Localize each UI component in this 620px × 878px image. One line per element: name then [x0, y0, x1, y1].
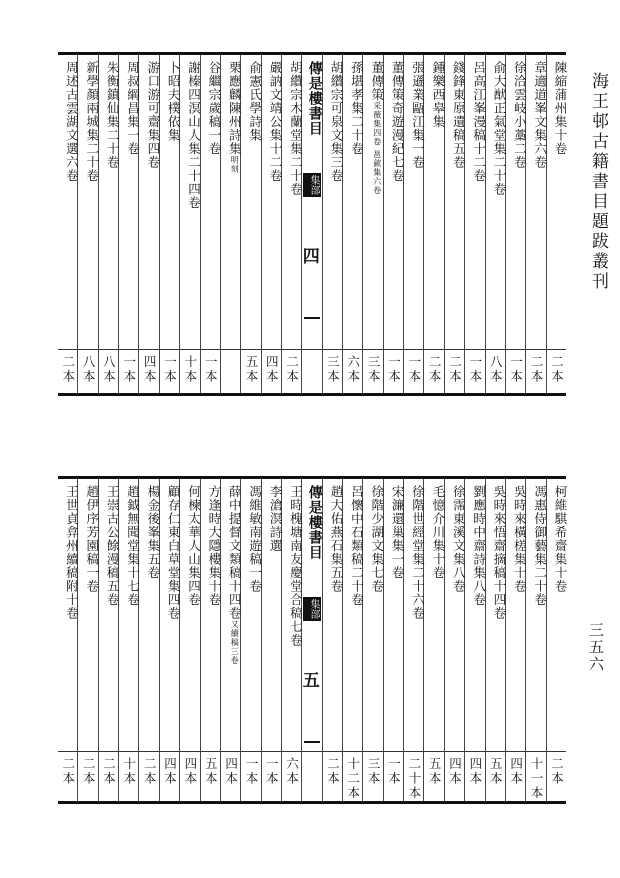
book-title: 呂高江峯漫稿十二卷: [471, 61, 487, 183]
volume-count: 三本: [366, 355, 382, 384]
book-title: 鍾樂西皋集: [430, 61, 446, 129]
volume-count: 二本: [549, 355, 565, 384]
entry-columns: [58, 479, 566, 801]
volume-count: 二十本: [406, 757, 422, 801]
volume-count: 四本: [467, 757, 483, 786]
book-entry: [200, 479, 220, 801]
book-title: 董傳策采薇集四卷 邕歈集六卷: [369, 61, 385, 196]
page-number: 三五六: [587, 622, 605, 673]
book-entry: [159, 55, 182, 393]
book-title: 周述古雲湖文選六卷: [64, 61, 80, 183]
volume-count: 二本: [142, 757, 158, 786]
volume-count: 一本: [243, 757, 259, 786]
book-entry: [261, 479, 281, 801]
book-entry: [179, 55, 202, 393]
book-entry: [403, 55, 426, 393]
volume-count: 五本: [427, 757, 443, 786]
book-title: 毛憶介川集十卷: [430, 485, 446, 580]
catalog-title: 傳是樓書目: [306, 485, 323, 560]
book-title: 錢鋒東原遺稿五卷: [451, 61, 467, 169]
book-entry: [546, 55, 566, 393]
entry-columns: [58, 55, 566, 393]
volume-count: 一本: [406, 355, 422, 384]
book-entry: [118, 55, 141, 393]
volume-count: 十二本: [345, 757, 361, 801]
volume-rule: [304, 317, 320, 319]
book-entry: [261, 55, 281, 393]
book-title: 趙伊序芳園稿一卷: [84, 485, 100, 593]
volume-count: 一本: [508, 355, 524, 384]
book-entry: [464, 479, 487, 801]
book-entry: [383, 55, 406, 393]
volume-count: 一本: [467, 355, 483, 384]
volume-count: 二本: [427, 355, 443, 384]
book-title: 孫堪孝集二十卷: [349, 61, 365, 156]
volume-count: 五本: [203, 757, 219, 786]
book-entry: [138, 479, 161, 801]
volume-count: 二本: [81, 757, 97, 786]
book-title: 卜昭夫樸依集: [166, 61, 182, 142]
book-entry: [138, 55, 161, 393]
volume-number: 四: [298, 247, 319, 264]
book-title: 俞大猷正氣堂集二十卷: [491, 61, 507, 196]
volume-count: 四本: [182, 757, 198, 786]
edition-note: 采薇集四卷 邕歈集六卷: [372, 101, 382, 196]
book-entry: [505, 479, 528, 801]
catalog-header-column: [298, 55, 323, 393]
volume-count: 二本: [284, 355, 300, 384]
volume-count: 四本: [223, 757, 239, 786]
volume-count: 一本: [264, 757, 280, 786]
volume-count: 四本: [162, 757, 178, 786]
book-entry: [200, 55, 220, 393]
book-title: 呂懷中石類稿二十卷: [349, 485, 365, 607]
volume-count: 八本: [101, 355, 117, 384]
book-entry: [444, 55, 467, 393]
book-entry: [77, 55, 100, 393]
volume-count: 六本: [345, 355, 361, 384]
volume-count: 二本: [325, 757, 341, 786]
volume-rule: [304, 741, 320, 743]
volume-number: 五: [298, 671, 319, 688]
volume-count: 六本: [284, 757, 300, 786]
edition-note: 又續稿三卷: [230, 620, 240, 665]
book-entry: [362, 479, 385, 801]
book-title: 顧存仁東白草堂集四卷: [166, 485, 182, 620]
book-entry: [77, 479, 100, 801]
book-entry: [362, 55, 385, 393]
volume-count: 四本: [508, 757, 524, 786]
book-entry: [403, 479, 426, 801]
book-title: 王時槐塘南友慶堂合稿七卷: [288, 485, 304, 647]
book-title: 方逢時大隱樓集十卷: [206, 485, 222, 607]
book-entry: [485, 479, 505, 801]
book-entry: [58, 55, 80, 393]
book-entry: [525, 55, 548, 393]
volume-count: 五本: [243, 355, 259, 384]
book-entry: [281, 479, 304, 801]
book-entry: [98, 55, 121, 393]
section-label: 集部: [303, 173, 321, 197]
volume-count: 一本: [121, 355, 137, 384]
volume-count: 二本: [60, 355, 76, 384]
book-title: 游口游可齋集四卷: [145, 61, 161, 169]
volume-count: 八本: [488, 355, 504, 384]
volume-count: 四本: [447, 757, 463, 786]
book-title: 嚴訥文靖公集十二卷: [267, 61, 283, 183]
volume-count: 五本: [488, 757, 504, 786]
book-title: 宋濂還巢集一卷: [390, 485, 406, 580]
book-entry: [220, 479, 243, 801]
book-entry: [240, 479, 263, 801]
book-title: 馮維敏南遊稿一卷: [247, 485, 263, 593]
book-title: 何楝太華人山集四卷: [186, 485, 202, 607]
volume-count: 二本: [447, 355, 463, 384]
book-title: 趙鉞無聞堂集十七卷: [125, 485, 141, 607]
book-entry: [322, 479, 345, 801]
book-title: 胡纘宗木蘭堂集二十卷: [288, 61, 304, 196]
book-entry: [118, 479, 141, 801]
book-title: 董傳策奇遊漫紀七卷: [390, 61, 406, 183]
book-title: 張遜業甌江集一卷: [410, 61, 426, 169]
volume-count: 一本: [203, 355, 219, 384]
book-title: 王世貞弇州續稿附十卷: [64, 485, 80, 620]
book-title: 徐階少湖文集七卷: [369, 485, 385, 593]
volume-count: 一本: [386, 355, 402, 384]
book-entry: [383, 479, 406, 801]
book-title: 胡纘宗可泉文集三卷: [329, 61, 345, 183]
volume-count: 三本: [325, 355, 341, 384]
volume-count: 二本: [549, 757, 565, 786]
book-entry: [159, 479, 182, 801]
volume-count: 一本: [162, 355, 178, 384]
book-title: 薛中提督文類稿十四卷又續稿三卷: [227, 485, 243, 665]
book-title: 吳時來橫槎集十卷: [512, 485, 528, 593]
book-entry: [464, 55, 487, 393]
volume-count: 二本: [528, 355, 544, 384]
section-label: 集部: [303, 597, 321, 621]
volume-count: 一本: [386, 757, 402, 786]
catalog-header-column: [298, 479, 323, 801]
book-entry: [179, 479, 202, 801]
book-title: 谷繼宗歲稿一卷: [206, 61, 222, 156]
edition-note: 明刻: [230, 155, 240, 174]
book-title: 趙大佑燕石集五卷: [329, 485, 345, 593]
book-entry: [98, 479, 121, 801]
volume-count: 二本: [101, 757, 117, 786]
book-entry: [525, 479, 548, 801]
catalog-title: 傳是樓書目: [306, 61, 323, 136]
book-title: 王崇古公餘漫稿五卷: [105, 485, 121, 607]
book-entry: [240, 55, 263, 393]
catalog-block-top: [58, 52, 566, 396]
book-title: 柯維騏希齋集十卷: [553, 485, 568, 593]
book-title: 楊金後峯集五卷: [145, 485, 161, 580]
book-title: 徐洽雲岐小藁二卷: [512, 61, 528, 169]
volume-count: 四本: [142, 355, 158, 384]
book-entry: [281, 55, 304, 393]
book-title: 徐階世經堂集二十六卷: [410, 485, 426, 620]
book-entry: [322, 55, 345, 393]
book-title: 謝榛四溟山人集二十四卷: [186, 61, 202, 210]
book-entry: [342, 479, 365, 801]
book-entry: [485, 55, 505, 393]
book-entry: [505, 55, 528, 393]
book-title: 劉應時中齋詩集八卷: [471, 485, 487, 607]
book-title: 朱衡鎮仙集二十卷: [105, 61, 121, 169]
margin-series-title: 海王邨古籍書目題跋叢刊: [588, 72, 608, 292]
book-title: 吳時來悟齋摘稿十四卷: [491, 485, 507, 620]
book-entry: [423, 55, 446, 393]
volume-count: 十本: [182, 355, 198, 384]
book-entry: [58, 479, 80, 801]
book-title: 俞憲氏學詩集: [247, 61, 263, 142]
book-entry: [342, 55, 365, 393]
volume-count: 八本: [81, 355, 97, 384]
book-title: 徐霈東溪文集八卷: [451, 485, 467, 593]
catalog-block-bottom: [58, 476, 566, 804]
volume-count: 十一本: [528, 757, 544, 801]
volume-count: 二本: [60, 757, 76, 786]
book-title: 新學顏兩城集二十卷: [84, 61, 100, 183]
book-entry: [220, 55, 243, 393]
book-entry: [546, 479, 566, 801]
book-title: 馮惠侍御藝集二十卷: [532, 485, 548, 607]
volume-count: 三本: [366, 757, 382, 786]
book-entry: [423, 479, 446, 801]
volume-count: 四本: [264, 355, 280, 384]
book-entry: [444, 479, 467, 801]
book-title: 陳縮蒲州集十卷: [553, 61, 568, 156]
volume-count: 十本: [121, 757, 137, 786]
book-title: 周叔綱昌集一卷: [125, 61, 141, 156]
book-title: 李滄溟詩選: [267, 485, 283, 553]
book-title: 栗應麟陳州詩集明刻: [227, 61, 243, 174]
book-title: 章適道峯文集六卷: [532, 61, 548, 169]
